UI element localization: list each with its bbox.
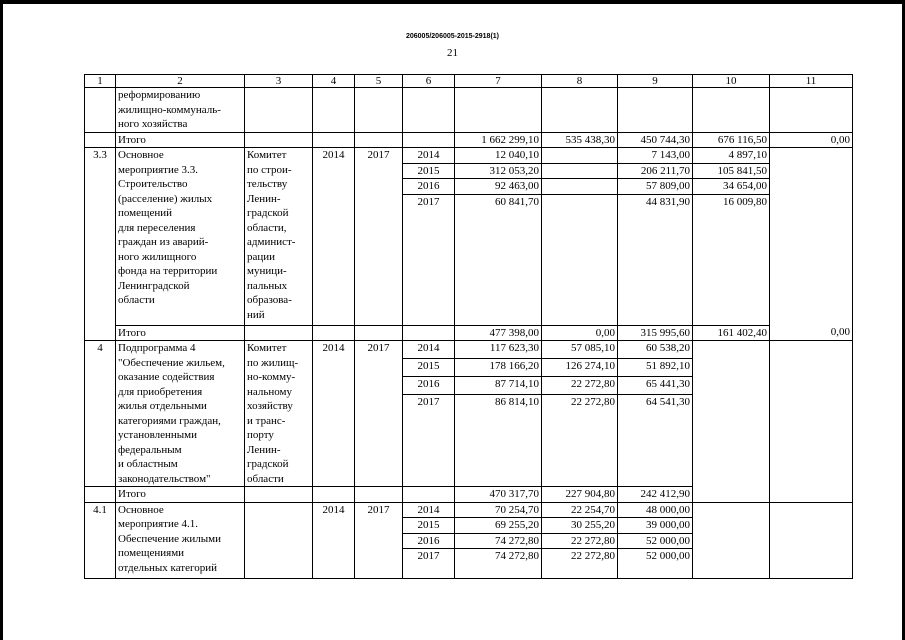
program-table — [84, 74, 853, 579]
year-cell: 2016 — [403, 533, 455, 549]
cell-total: 470 317,70 — [455, 487, 542, 503]
column-header: 8 — [542, 75, 618, 88]
executor-cell: Комитет по строи- тельству Ленин- градской области, админист- рации муници- пальных образова- ний — [245, 148, 313, 326]
scan-border-left — [0, 0, 3, 640]
cell-federal — [542, 194, 618, 325]
year-cell: 2017 — [403, 194, 455, 325]
measure-name-cell: реформированию жилищно-коммуналь- ного хозяйства — [116, 88, 245, 133]
executor-cell: Комитет по жилищ- но-комму- нальному хозяйству и транс- порту Ленин- градской области — [245, 341, 313, 487]
cell-federal: 535 438,30 — [542, 132, 618, 148]
measure-name-cell: Основное мероприятие 4.1. Обеспечение жилыми помещениями отдельных категорий — [116, 502, 245, 579]
cell-regional: 48 000,00 — [618, 502, 693, 518]
cell-regional: 51 892,10 — [618, 359, 693, 377]
table-row — [85, 148, 853, 164]
cell-federal: 22 272,80 — [542, 395, 618, 487]
cell-regional: 64 541,30 — [618, 395, 693, 487]
executor-cell — [245, 502, 313, 579]
column-header: 9 — [618, 75, 693, 88]
cell-federal: 22 272,80 — [542, 377, 618, 395]
cell-regional: 65 441,30 — [618, 377, 693, 395]
cell-total: 92 463,00 — [455, 179, 542, 195]
cell-total: 74 272,80 — [455, 533, 542, 549]
cell-total: 70 254,70 — [455, 502, 542, 518]
row-number: 3.3 — [85, 148, 116, 326]
cell-local: 105 841,50 — [693, 163, 770, 179]
cell-local: 4 897,10 — [693, 148, 770, 164]
cell-federal — [542, 163, 618, 179]
cell-federal: 30 255,20 — [542, 518, 618, 534]
cell-regional: 57 809,00 — [618, 179, 693, 195]
table-row — [85, 341, 853, 359]
start-year: 2014 — [313, 341, 355, 487]
cell-regional: 52 000,00 — [618, 549, 693, 579]
cell-federal: 0,00 — [542, 325, 618, 341]
cell-total: 1 662 299,10 — [455, 132, 542, 148]
cell-regional: 242 412,90 — [618, 487, 693, 503]
cell-federal: 227 904,80 — [542, 487, 618, 503]
year-cell: 2015 — [403, 518, 455, 534]
end-year: 2017 — [355, 148, 403, 326]
cell-total: 87 714,10 — [455, 377, 542, 395]
cell-local: 161 402,40 — [693, 325, 770, 341]
table-row — [85, 502, 853, 518]
total-label: Итого — [116, 325, 245, 341]
column-header: 4 — [313, 75, 355, 88]
column-header: 7 — [455, 75, 542, 88]
cell-total: 477 398,00 — [455, 325, 542, 341]
row-number: 4 — [85, 341, 116, 487]
cell-total: 60 841,70 — [455, 194, 542, 325]
start-year: 2014 — [313, 148, 355, 326]
cell-total: 12 040,10 — [455, 148, 542, 164]
cell-regional: 52 000,00 — [618, 533, 693, 549]
column-header: 5 — [355, 75, 403, 88]
total-row — [85, 132, 853, 148]
cell-regional: 450 744,30 — [618, 132, 693, 148]
cell-federal: 22 272,80 — [542, 533, 618, 549]
start-year: 2014 — [313, 502, 355, 579]
end-year: 2017 — [355, 341, 403, 487]
scan-border-top — [2, 0, 903, 4]
cell-federal — [542, 179, 618, 195]
cell-federal — [542, 148, 618, 164]
column-header: 11 — [770, 75, 853, 88]
continuation-row — [85, 88, 853, 133]
cell-federal: 57 085,10 — [542, 341, 618, 359]
cell-regional: 315 995,60 — [618, 325, 693, 341]
document-id: 206005/206005-2015-2918(1) — [405, 33, 500, 40]
column-header: 3 — [245, 75, 313, 88]
cell-regional: 60 538,20 — [618, 341, 693, 359]
year-cell: 2015 — [403, 359, 455, 377]
cell-local: 16 009,80 — [693, 194, 770, 325]
cell-federal: 126 274,10 — [542, 359, 618, 377]
cell-regional: 44 831,90 — [618, 194, 693, 325]
year-cell: 2017 — [403, 395, 455, 487]
cell-federal: 22 254,70 — [542, 502, 618, 518]
cell-regional: 206 211,70 — [618, 163, 693, 179]
total-label: Итого — [116, 487, 245, 503]
page-number: 21 — [447, 47, 458, 59]
year-cell: 2017 — [403, 549, 455, 579]
cell-local: 34 654,00 — [693, 179, 770, 195]
measure-name-cell: Подпрограмма 4 "Обеспечение жильем, оказание содействия для приобретения жилья отдельными категориями граждан, установленными федеральным и областным законодательством" — [116, 341, 245, 487]
cell-other: 0,00 — [770, 132, 853, 148]
column-header: 2 — [116, 75, 245, 88]
year-cell: 2014 — [403, 148, 455, 164]
year-cell: 2014 — [403, 502, 455, 518]
cell-regional: 39 000,00 — [618, 518, 693, 534]
total-row — [85, 487, 853, 503]
end-year: 2017 — [355, 502, 403, 579]
total-row — [85, 325, 853, 341]
cell-total: 86 814,10 — [455, 395, 542, 487]
cell-total: 117 623,30 — [455, 341, 542, 359]
cell-total: 74 272,80 — [455, 549, 542, 579]
total-label: Итого — [116, 132, 245, 148]
cell-federal: 22 272,80 — [542, 549, 618, 579]
column-header: 10 — [693, 75, 770, 88]
cell-total: 178 166,20 — [455, 359, 542, 377]
year-cell: 2016 — [403, 179, 455, 195]
cell-total: 69 255,20 — [455, 518, 542, 534]
cell-local: 676 116,50 — [693, 132, 770, 148]
column-header: 1 — [85, 75, 116, 88]
column-header: 6 — [403, 75, 455, 88]
cell-total: 312 053,20 — [455, 163, 542, 179]
measure-name-cell: Основное мероприятие 3.3. Строительство (расселение) жилых помещений для переселения граждан из аварий- ного жилищного фонда на территории Ленинградской области — [116, 148, 245, 326]
year-cell: 2016 — [403, 377, 455, 395]
cell-regional: 7 143,00 — [618, 148, 693, 164]
row-number: 4.1 — [85, 502, 116, 579]
column-number-row — [85, 75, 853, 88]
year-cell: 2014 — [403, 341, 455, 359]
cell-other: 0,00 — [770, 325, 853, 341]
year-cell: 2015 — [403, 163, 455, 179]
